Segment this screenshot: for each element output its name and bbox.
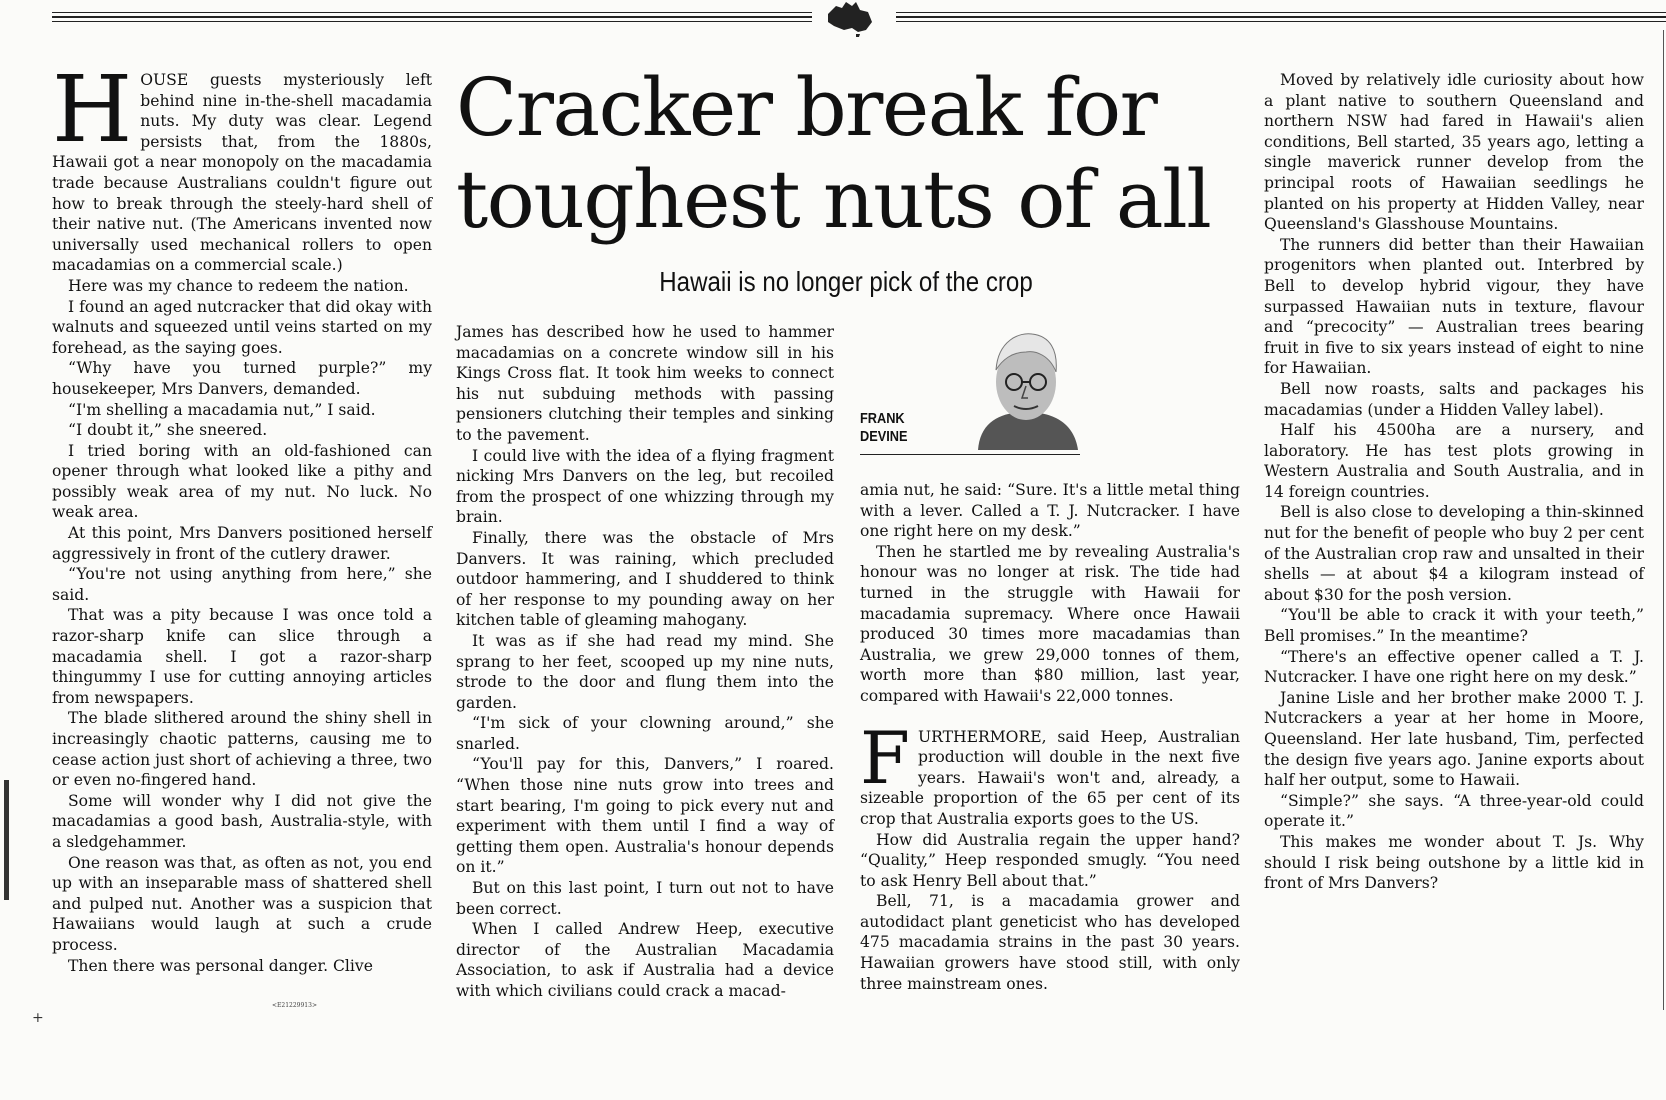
paragraph: Janine Lisle and her brother make 2000 T. J. Nutcrackers a year at her home in Moore, Queensland. Her late husband, Tim, perfected the design five years ago. Janine exports about half her output, some to Hawaii.: [1264, 688, 1644, 790]
paragraph: One reason was that, as often as not, you end up with an inseparable mass of shattered shell and pulped nut. Another was a suspicion that Hawaiians would laugh at such a crude process.: [52, 853, 432, 954]
top-rule-right: [896, 12, 1666, 26]
article-column-4: [1264, 70, 1644, 894]
byline: [860, 322, 1080, 455]
registration-mark-icon: +: [32, 1010, 44, 1026]
paragraph: It was as if she had read my mind. She sprang to her feet, scooped up my nine nuts, strode to the door and flung them into the garden.: [456, 631, 834, 712]
scan-margin-mark: [4, 780, 9, 900]
author-name: FRANK DEVINE: [860, 410, 908, 445]
paragraph: Bell is also close to developing a thin-skinned nut for the benefit of people who buy 2 per cent of the Australian crop raw and unsalted in their shells — at about $4 a kilogram instead of about $30 for the posh version.: [1264, 503, 1644, 604]
paragraph: “Simple?” she says. “A three-year-old could operate it.”: [1264, 791, 1644, 831]
paragraph: Bell, 71, is a macadamia grower and autodidact plant geneticist who has developed 475 macadamia strains in the past 30 years. Hawaiian growers have stood still, with only three mainstream ones.: [860, 892, 1240, 993]
paragraph: When I called Andrew Heep, executive director of the Australian Macadamia Association, to ask if Australia had a device with which civilians could crack a macad-: [456, 920, 834, 1000]
paragraph: “I'm sick of your clowning around,” she snarled.: [456, 714, 834, 753]
paragraph: Some will wonder why I did not give the macadamias a good bash, Australia-style, with a sledgehammer.: [52, 791, 432, 851]
paragraph: HOUSE guests mysteriously left behind nine in-the-shell macadamia nuts. My duty was clear. Legend persists that, from the 1880s, Hawaii got a near monopoly on the macadamia trade because Australians couldn't figure out how to break through the steely-hard shell of their native nut. (The Americans invented now universally used mechanical rollers to open macadamias on a commercial scale.): [52, 56, 432, 275]
paragraph: “You'll be able to crack it with your teeth,” Bell promises.” In the meantime?: [1264, 606, 1644, 646]
paragraph: “I'm shelling a macadamia nut,” I said.: [68, 400, 376, 419]
folio-code: <E21229913>: [272, 1002, 317, 1009]
article-column-3: [860, 480, 1240, 994]
paragraph: Finally, there was the obstacle of Mrs Danvers. It was raining, which precluded outdoor hammering, and I shuddered to think of her response to my pounding away on her kitchen table of gleaming mahogany.: [456, 528, 834, 630]
paragraph: Here was my chance to redeem the nation.: [68, 276, 409, 295]
paragraph: Bell now roasts, salts and packages his macadamias (under a Hidden Valley label).: [1264, 379, 1644, 419]
paragraph: At this point, Mrs Danvers positioned herself aggressively in front of the cutlery drawer.: [52, 524, 432, 563]
paragraph: I tried boring with an old-fashioned can opener through what looked like a pithy and possibly weak area of my nut. No luck. No weak area.: [52, 441, 432, 522]
article-column-2: [456, 322, 834, 1002]
paragraph: That was a pity because I was once told a razor-sharp knife can slice through a macadamia shell. I got a razor-sharp thingummy I use for cutting annoying articles from newspapers.: [52, 606, 432, 707]
drop-cap: H: [52, 56, 133, 163]
paragraph: “You're not using anything from here,” she said.: [52, 565, 432, 604]
paragraph: I found an aged nutcracker that did okay with walnuts and squeezed until veins started on my forehead, as the saying goes.: [52, 297, 432, 357]
paragraph: “I doubt it,” she sneered.: [68, 421, 268, 440]
paragraph: The blade slithered around the shiny shell in increasingly chaotic patterns, causing me to cease action just short of achieving a three, two or even no-fingered hand.: [52, 709, 432, 790]
paragraph: “There's an effective opener called a T. J. Nutcracker. I have one right here on my desk.”: [1264, 647, 1644, 687]
paragraph: I could live with the idea of a flying fragment nicking Mrs Danvers on the leg, but recoiled from the prospect of one whizzing through my brain.: [456, 446, 834, 527]
paragraph: Then there was personal danger. Clive: [68, 956, 373, 975]
paragraph: FURTHERMORE, said Heep, Australian production will double in the next five years. Hawaii's won't and, already, a sizeable proportion of the 65 per cent of its crop that Australia exports goes to the US.: [860, 715, 1240, 828]
paragraph: Half his 4500ha are a nursery, and laboratory. He has test plots growing in Western Australia and South Australia, and in 14 foreign countries.: [1264, 421, 1644, 501]
paragraph: “Why have you turned purple?” my housekeeper, Mrs Danvers, demanded.: [52, 359, 432, 398]
author-portrait-icon: [970, 326, 1082, 450]
paragraph: The runners did better than their Hawaiian progenitors when planted out. Interbred by Bell to develop hybrid vigour, they have surpassed Hawaiian nuts in texture, flavour and “precocity” — Australian trees bearing fruit in five to six years instead of eight to nine for Hawaiian.: [1264, 235, 1644, 378]
paragraph: Then he startled me by revealing Australia's honour was no longer at risk. The tide had turned in the struggle with Hawaii for macadamia supremacy. Where once Hawaii produced 30 times more macadamias than Australia, we grew 29,000 tonnes of them, worth more than $80 million, last year, compared with Hawaii's 22,000 tonnes.: [860, 542, 1240, 705]
drop-cap: F: [860, 715, 910, 800]
article-column-1: [52, 56, 432, 976]
subhead: Hawaii is no longer pick of the crop: [659, 266, 1033, 297]
paragraph: amia nut, he said: “Sure. It's a little metal thing with a lever. Called a T. J. Nutcracker. I have one right here on my desk.”: [860, 481, 1240, 541]
column-rule: [1663, 30, 1664, 1010]
paragraph: James has described how he used to hammer macadamias on a concrete window sill in his Kings Cross flat. It took him weeks to connect his nut subduing methods with passing pensioners clutching their temples and sinking to the pavement.: [456, 323, 834, 444]
paragraph: But on this last point, I turn out not to have been correct.: [456, 879, 834, 918]
australia-map-icon: [822, 0, 878, 38]
top-rule-left: [52, 12, 812, 26]
paragraph: “You'll pay for this, Danvers,” I roared. “When those nine nuts grow into trees and start bearing, I'm going to pick every nut and experiment with them until I find a way of getting them open. Australia's honour depends on it.”: [456, 755, 834, 877]
paragraph: Moved by relatively idle curiosity about how a plant native to southern Queensland and northern NSW had fared in Hawaii's alien conditions, Bell started, 35 years ago, letting a single maverick runner develop from the principal roots of Hawaiian seedlings he planted on his property at Hidden Valley, near Queensland's Glasshouse Mountains.: [1264, 71, 1644, 234]
paragraph: How did Australia regain the upper hand? “Quality,” Heep responded smugly. “You need to ask Henry Bell about that.”: [860, 830, 1240, 890]
paragraph: This makes me wonder about T. Js. Why should I risk being outshone by a little kid in front of Mrs Danvers?: [1264, 832, 1644, 893]
headline: Cracker break for toughest nuts of all: [456, 61, 1211, 246]
